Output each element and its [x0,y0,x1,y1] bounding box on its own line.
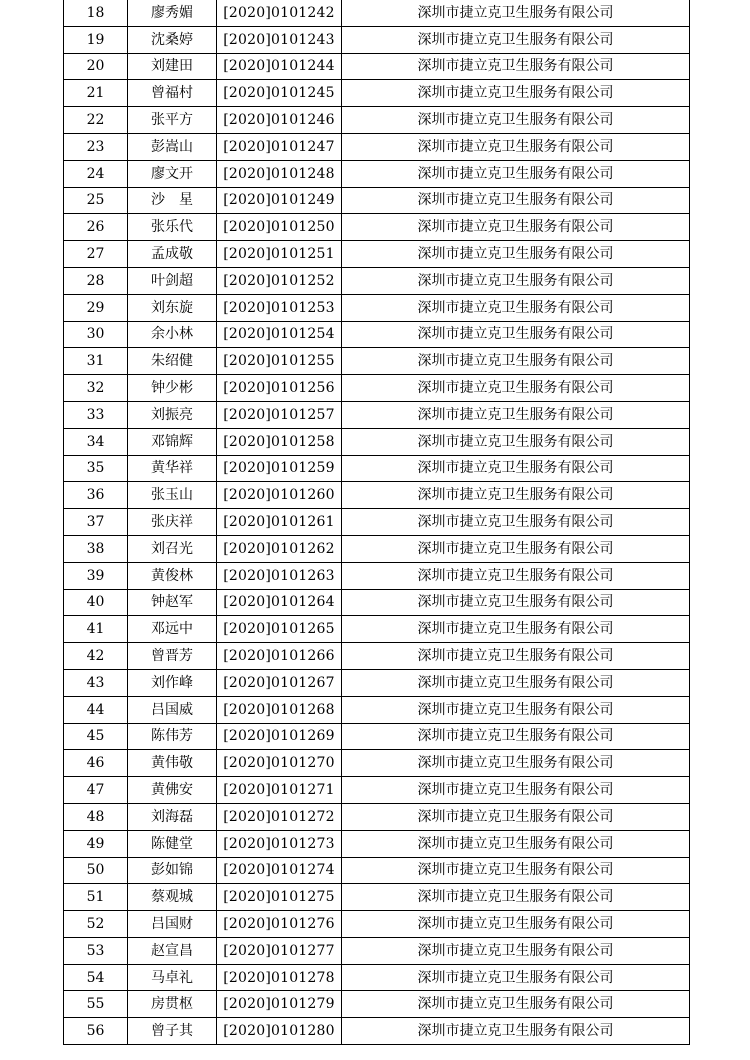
person-name-cell: 马卓礼 [128,964,217,991]
certificate-number-cell: [2020]0101263 [217,562,342,589]
organization-cell: 深圳市捷立克卫生服务有限公司 [342,1018,690,1045]
certificate-number-cell: [2020]0101259 [217,455,342,482]
organization-cell: 深圳市捷立克卫生服务有限公司 [342,482,690,509]
person-name-cell: 彭如锦 [128,857,217,884]
certificate-number-cell: [2020]0101244 [217,53,342,80]
organization-cell: 深圳市捷立克卫生服务有限公司 [342,509,690,536]
person-name-cell: 陈伟芳 [128,723,217,750]
certificate-number-cell: [2020]0101248 [217,160,342,187]
table-row [64,26,690,53]
organization-cell: 深圳市捷立克卫生服务有限公司 [342,669,690,696]
certificate-number-cell: [2020]0101257 [217,401,342,428]
person-name-cell: 彭嵩山 [128,133,217,160]
table-row [64,696,690,723]
table-row [64,803,690,830]
person-name-cell: 邓远中 [128,616,217,643]
person-name-cell: 刘建田 [128,53,217,80]
roster-body [64,0,690,1045]
row-number-cell: 35 [64,455,128,482]
organization-cell: 深圳市捷立克卫生服务有限公司 [342,53,690,80]
row-number-cell: 31 [64,348,128,375]
table-row [64,616,690,643]
row-number-cell: 25 [64,187,128,214]
certificate-number-cell: [2020]0101275 [217,884,342,911]
organization-cell: 深圳市捷立克卫生服务有限公司 [342,80,690,107]
organization-cell: 深圳市捷立克卫生服务有限公司 [342,428,690,455]
row-number-cell: 24 [64,160,128,187]
certificate-number-cell: [2020]0101268 [217,696,342,723]
person-name-cell: 沈桑婷 [128,26,217,53]
table-row [64,589,690,616]
table-row [64,80,690,107]
table-row [64,455,690,482]
organization-cell: 深圳市捷立克卫生服务有限公司 [342,937,690,964]
person-name-cell: 张平方 [128,107,217,134]
table-row [64,321,690,348]
row-number-cell: 45 [64,723,128,750]
table-row [64,482,690,509]
table-row [64,348,690,375]
certificate-number-cell: [2020]0101269 [217,723,342,750]
table-row [64,53,690,80]
row-number-cell: 21 [64,80,128,107]
row-number-cell: 55 [64,991,128,1018]
certificate-number-cell: [2020]0101254 [217,321,342,348]
roster-sheet [63,0,689,1045]
person-name-cell: 陈健堂 [128,830,217,857]
certificate-number-cell: [2020]0101279 [217,991,342,1018]
row-number-cell: 32 [64,375,128,402]
table-row [64,991,690,1018]
organization-cell: 深圳市捷立克卫生服务有限公司 [342,0,690,26]
organization-cell: 深圳市捷立克卫生服务有限公司 [342,375,690,402]
certificate-number-cell: [2020]0101258 [217,428,342,455]
organization-cell: 深圳市捷立克卫生服务有限公司 [342,214,690,241]
person-name-cell: 张乐代 [128,214,217,241]
row-number-cell: 20 [64,53,128,80]
certificate-number-cell: [2020]0101278 [217,964,342,991]
certificate-number-cell: [2020]0101267 [217,669,342,696]
organization-cell: 深圳市捷立克卫生服务有限公司 [342,535,690,562]
person-name-cell: 刘振亮 [128,401,217,428]
organization-cell: 深圳市捷立克卫生服务有限公司 [342,750,690,777]
organization-cell: 深圳市捷立克卫生服务有限公司 [342,562,690,589]
person-name-cell: 曾子其 [128,1018,217,1045]
certificate-number-cell: [2020]0101271 [217,777,342,804]
row-number-cell: 18 [64,0,128,26]
certificate-number-cell: [2020]0101249 [217,187,342,214]
table-row [64,294,690,321]
certificate-number-cell: [2020]0101250 [217,214,342,241]
row-number-cell: 38 [64,535,128,562]
table-row [64,723,690,750]
person-name-cell: 黄佛安 [128,777,217,804]
certificate-number-cell: [2020]0101246 [217,107,342,134]
row-number-cell: 37 [64,509,128,536]
certificate-number-cell: [2020]0101280 [217,1018,342,1045]
person-name-cell: 邓锦辉 [128,428,217,455]
row-number-cell: 49 [64,830,128,857]
certificate-number-cell: [2020]0101247 [217,133,342,160]
certificate-number-cell: [2020]0101252 [217,267,342,294]
table-row [64,0,690,26]
person-name-cell: 赵宣昌 [128,937,217,964]
organization-cell: 深圳市捷立克卫生服务有限公司 [342,964,690,991]
organization-cell: 深圳市捷立克卫生服务有限公司 [342,133,690,160]
organization-cell: 深圳市捷立克卫生服务有限公司 [342,294,690,321]
row-number-cell: 54 [64,964,128,991]
organization-cell: 深圳市捷立克卫生服务有限公司 [342,267,690,294]
certificate-number-cell: [2020]0101272 [217,803,342,830]
certificate-number-cell: [2020]0101266 [217,643,342,670]
table-row [64,911,690,938]
row-number-cell: 41 [64,616,128,643]
certificate-number-cell: [2020]0101253 [217,294,342,321]
row-number-cell: 34 [64,428,128,455]
table-row [64,857,690,884]
person-name-cell: 刘东旋 [128,294,217,321]
row-number-cell: 27 [64,241,128,268]
organization-cell: 深圳市捷立克卫生服务有限公司 [342,911,690,938]
certificate-number-cell: [2020]0101262 [217,535,342,562]
table-row [64,428,690,455]
person-name-cell: 孟成敬 [128,241,217,268]
organization-cell: 深圳市捷立克卫生服务有限公司 [342,616,690,643]
table-row [64,964,690,991]
organization-cell: 深圳市捷立克卫生服务有限公司 [342,884,690,911]
person-name-cell: 黄华祥 [128,455,217,482]
person-name-cell: 曾晋芳 [128,643,217,670]
certificate-number-cell: [2020]0101270 [217,750,342,777]
table-row [64,160,690,187]
table-row [64,1018,690,1045]
row-number-cell: 33 [64,401,128,428]
row-number-cell: 44 [64,696,128,723]
row-number-cell: 19 [64,26,128,53]
certificate-number-cell: [2020]0101264 [217,589,342,616]
row-number-cell: 47 [64,777,128,804]
row-number-cell: 42 [64,643,128,670]
person-name-cell: 廖秀媚 [128,0,217,26]
row-number-cell: 29 [64,294,128,321]
person-name-cell: 余小林 [128,321,217,348]
certificate-number-cell: [2020]0101265 [217,616,342,643]
person-name-cell: 曾福村 [128,80,217,107]
row-number-cell: 28 [64,267,128,294]
certificate-number-cell: [2020]0101277 [217,937,342,964]
person-name-cell: 房贯枢 [128,991,217,1018]
organization-cell: 深圳市捷立克卫生服务有限公司 [342,991,690,1018]
row-number-cell: 36 [64,482,128,509]
person-name-cell: 刘召光 [128,535,217,562]
person-name-cell: 张庆祥 [128,509,217,536]
certificate-number-cell: [2020]0101256 [217,375,342,402]
table-row [64,830,690,857]
table-row [64,401,690,428]
table-row [64,187,690,214]
table-row [64,241,690,268]
table-row [64,937,690,964]
organization-cell: 深圳市捷立克卫生服务有限公司 [342,696,690,723]
certificate-number-cell: [2020]0101243 [217,26,342,53]
row-number-cell: 53 [64,937,128,964]
organization-cell: 深圳市捷立克卫生服务有限公司 [342,643,690,670]
row-number-cell: 26 [64,214,128,241]
organization-cell: 深圳市捷立克卫生服务有限公司 [342,348,690,375]
row-number-cell: 56 [64,1018,128,1045]
organization-cell: 深圳市捷立克卫生服务有限公司 [342,723,690,750]
organization-cell: 深圳市捷立克卫生服务有限公司 [342,187,690,214]
certificate-number-cell: [2020]0101276 [217,911,342,938]
person-name-cell: 黄俊林 [128,562,217,589]
organization-cell: 深圳市捷立克卫生服务有限公司 [342,321,690,348]
row-number-cell: 22 [64,107,128,134]
row-number-cell: 30 [64,321,128,348]
organization-cell: 深圳市捷立克卫生服务有限公司 [342,26,690,53]
person-name-cell: 张玉山 [128,482,217,509]
certificate-number-cell: [2020]0101274 [217,857,342,884]
row-number-cell: 46 [64,750,128,777]
organization-cell: 深圳市捷立克卫生服务有限公司 [342,107,690,134]
person-name-cell: 刘作峰 [128,669,217,696]
table-row [64,643,690,670]
person-name-cell: 钟赵军 [128,589,217,616]
table-row [64,214,690,241]
person-name-cell: 朱绍健 [128,348,217,375]
row-number-cell: 23 [64,133,128,160]
person-name-cell: 黄伟敬 [128,750,217,777]
certificate-number-cell: [2020]0101242 [217,0,342,26]
table-row [64,133,690,160]
organization-cell: 深圳市捷立克卫生服务有限公司 [342,241,690,268]
table-row [64,669,690,696]
person-name-cell: 沙 星 [128,187,217,214]
person-name-cell: 吕国威 [128,696,217,723]
row-number-cell: 40 [64,589,128,616]
person-name-cell: 廖文开 [128,160,217,187]
table-row [64,107,690,134]
person-name-cell: 刘海磊 [128,803,217,830]
row-number-cell: 52 [64,911,128,938]
organization-cell: 深圳市捷立克卫生服务有限公司 [342,857,690,884]
table-row [64,777,690,804]
organization-cell: 深圳市捷立克卫生服务有限公司 [342,401,690,428]
certificate-number-cell: [2020]0101260 [217,482,342,509]
table-row [64,375,690,402]
organization-cell: 深圳市捷立克卫生服务有限公司 [342,830,690,857]
row-number-cell: 43 [64,669,128,696]
person-name-cell: 钟少彬 [128,375,217,402]
row-number-cell: 39 [64,562,128,589]
row-number-cell: 51 [64,884,128,911]
row-number-cell: 50 [64,857,128,884]
organization-cell: 深圳市捷立克卫生服务有限公司 [342,589,690,616]
table-row [64,267,690,294]
person-name-cell: 叶剑超 [128,267,217,294]
certificate-number-cell: [2020]0101261 [217,509,342,536]
table-row [64,750,690,777]
roster-table [63,0,690,1045]
organization-cell: 深圳市捷立克卫生服务有限公司 [342,455,690,482]
certificate-number-cell: [2020]0101273 [217,830,342,857]
table-row [64,884,690,911]
certificate-number-cell: [2020]0101251 [217,241,342,268]
table-row [64,509,690,536]
organization-cell: 深圳市捷立克卫生服务有限公司 [342,777,690,804]
row-number-cell: 48 [64,803,128,830]
certificate-number-cell: [2020]0101255 [217,348,342,375]
person-name-cell: 吕国财 [128,911,217,938]
person-name-cell: 蔡观城 [128,884,217,911]
table-row [64,562,690,589]
certificate-number-cell: [2020]0101245 [217,80,342,107]
table-row [64,535,690,562]
organization-cell: 深圳市捷立克卫生服务有限公司 [342,803,690,830]
organization-cell: 深圳市捷立克卫生服务有限公司 [342,160,690,187]
